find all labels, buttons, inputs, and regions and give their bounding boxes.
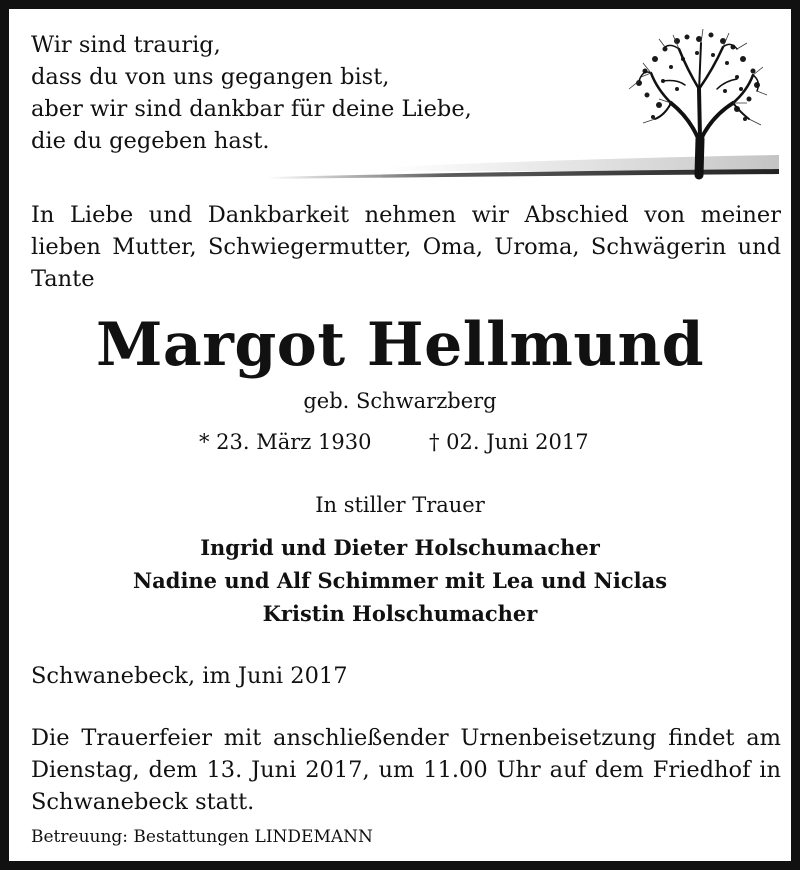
mourner-name: Kristin Holschumacher xyxy=(262,601,538,626)
tree-illustration xyxy=(267,19,779,189)
maiden-name: geb. Schwarzberg xyxy=(303,389,497,413)
poem-line: die du gegeben hast. xyxy=(31,128,270,154)
death-date: † 02. Juni 2017 xyxy=(429,430,589,454)
mourning-heading: In stiller Trauer xyxy=(315,493,485,517)
mourner-name: Ingrid und Dieter Holschumacher xyxy=(200,535,600,560)
service-info: Die Trauerfeier mit anschließender Urnenbeisetzung findet am Dienstag, dem 13. Juni 2017, um 11.00 Uhr auf dem Friedhof in Schwanebeck statt. xyxy=(31,725,781,815)
poem-line: dass du von uns gegangen bist, xyxy=(31,64,390,90)
mourners-list xyxy=(9,531,791,630)
funeral-home: Betreuung: Bestattungen LINDEMANN xyxy=(31,827,373,847)
birth-date: * 23. März 1930 xyxy=(199,430,372,454)
intro-text: In Liebe und Dankbarkeit nehmen wir Abschied von meiner lieben Mutter, Schwiegermutter, Oma, Uroma, Schwägerin und Tante xyxy=(31,202,781,292)
poem-line: aber wir sind dankbar für deine Liebe, xyxy=(31,96,472,122)
deceased-name: Margot Hellmund xyxy=(95,310,705,380)
mourner-name: Nadine und Alf Schimmer mit Lea und Niclas xyxy=(132,568,668,593)
place-date: Schwanebeck, im Juni 2017 xyxy=(31,663,348,689)
poem-line: Wir sind traurig, xyxy=(31,32,221,58)
